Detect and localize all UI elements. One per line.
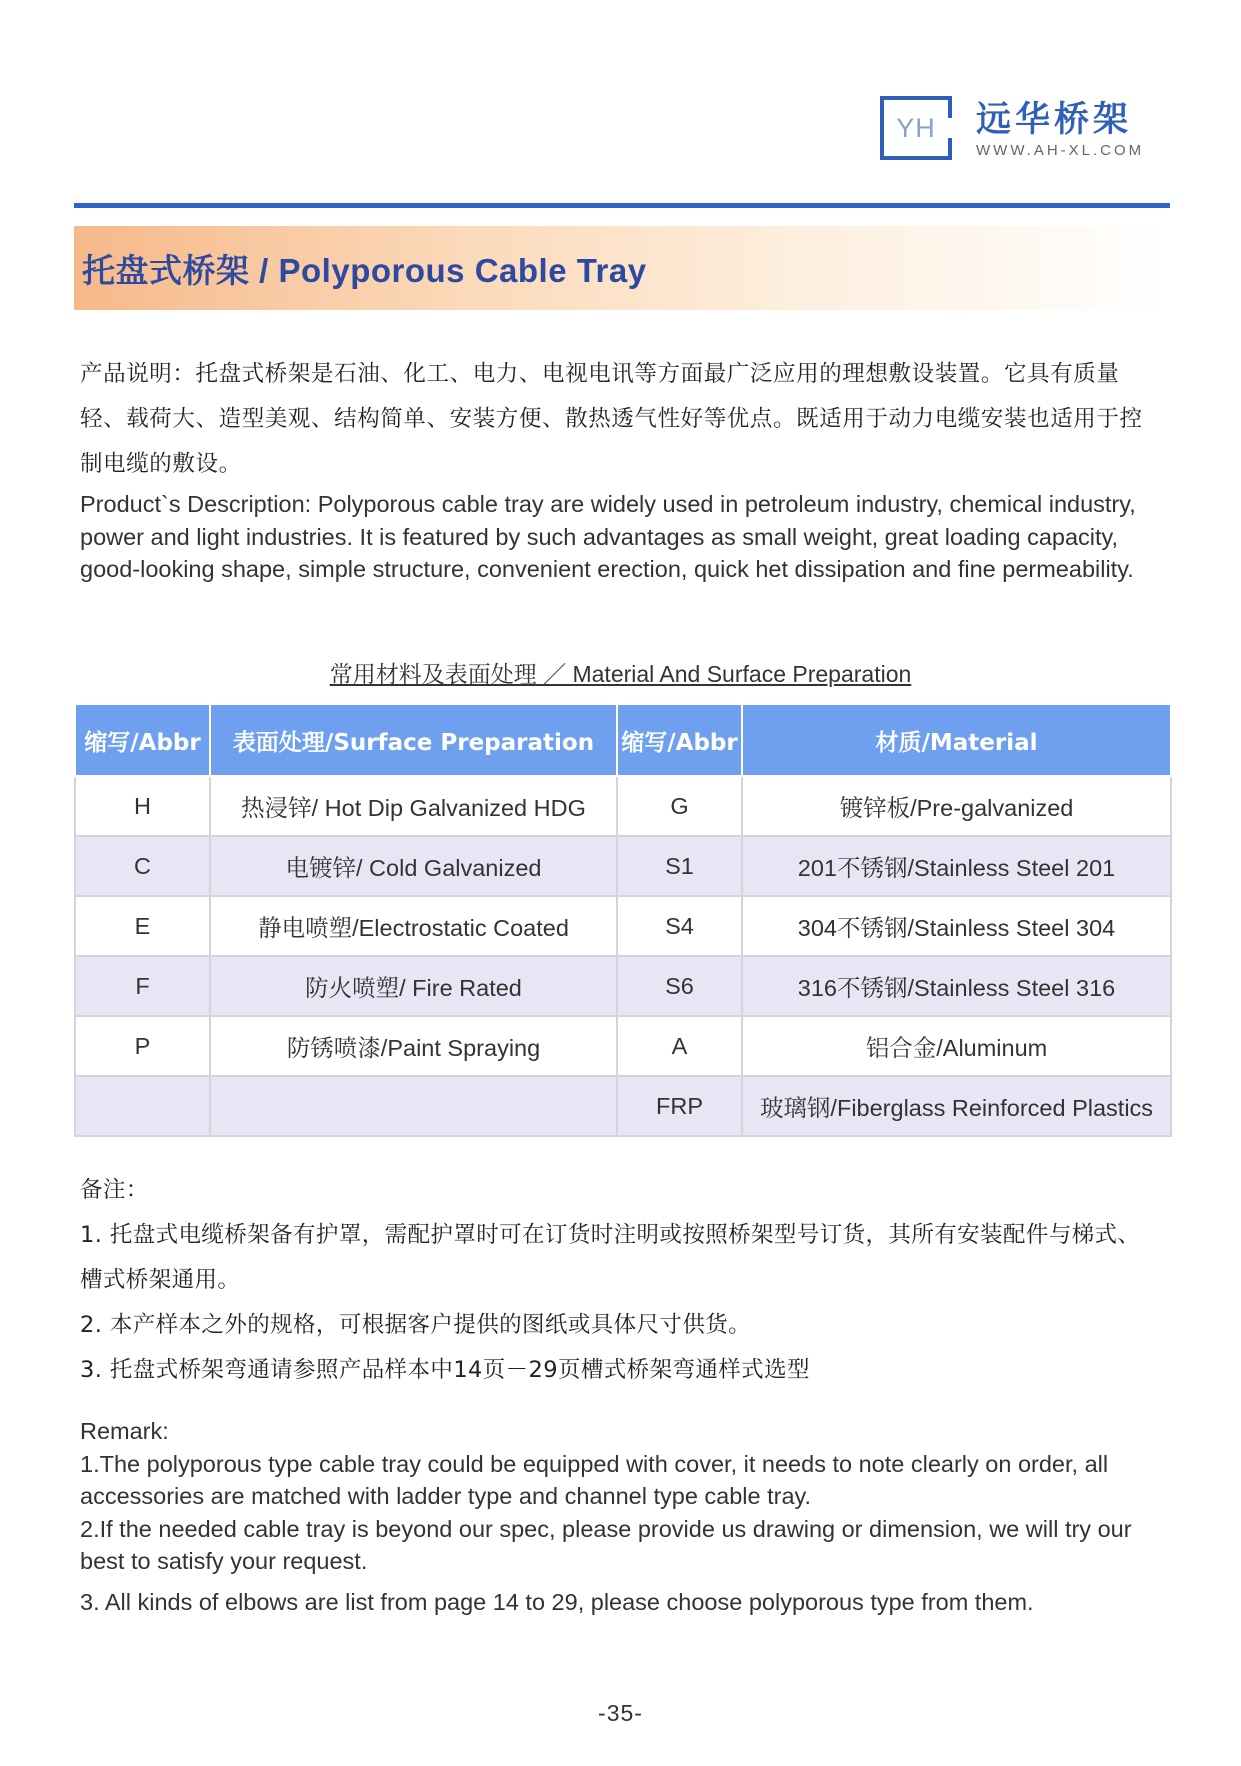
notes-cn-item: 1. 托盘式电缆桥架备有护罩，需配护罩时可在订货时注明或按照桥架型号订货，其所有安装配件与梯式、槽式桥架通用。 — [80, 1222, 1141, 1293]
table-cell: A — [617, 1016, 742, 1076]
page-title: 托盘式桥架 / Polyporous Cable Tray — [82, 251, 647, 289]
table-cell: E — [75, 896, 210, 956]
header-abbr-1: 缩写/Abbr — [75, 704, 210, 776]
table-cell: H — [75, 776, 210, 836]
table-cell: S1 — [617, 836, 742, 896]
table-cell: S6 — [617, 956, 742, 1016]
table-cell: 镀锌板/Pre-galvanized — [742, 776, 1171, 836]
table-row — [75, 776, 1171, 836]
table-title — [0, 656, 1241, 689]
title-banner — [74, 226, 1170, 310]
table-row — [75, 1076, 1171, 1136]
table-row — [75, 836, 1171, 896]
table-cell: G — [617, 776, 742, 836]
notes-cn-heading: 备注： — [80, 1177, 149, 1203]
table-cell — [75, 1076, 210, 1136]
remark-item: 1.The polyporous type cable tray could be equipped with cover, it needs to note clearly on order, all accessories are matched with ladder type and channel type cable tray. — [80, 1450, 1109, 1509]
table-cell: 防锈喷漆/Paint Spraying — [210, 1016, 617, 1076]
table-cell: 304不锈钢/Stainless Steel 304 — [742, 896, 1171, 956]
table-cell: 防火喷塑/ Fire Rated — [210, 956, 617, 1016]
table-cell: 铝合金/Aluminum — [742, 1016, 1171, 1076]
notes-cn-item: 2. 本产样本之外的规格，可根据客户提供的图纸或具体尺寸供货。 — [80, 1312, 752, 1338]
notes-cn — [80, 1168, 1160, 1393]
description-en: Product`s Description: Polyporous cable tray are widely used in petroleum industry, chemical industry, power and light industries. It is featured by such advantages as small weight, great loading capacity, good-looking shape, simple structure, convenient erection, quick het dissipation and fine permeability. — [80, 491, 1136, 582]
table-cell: S4 — [617, 896, 742, 956]
table-row — [75, 956, 1171, 1016]
brand-name: 远华桥架 — [976, 100, 1133, 140]
header-divider — [74, 203, 1170, 208]
table-header-row — [75, 704, 1171, 776]
description-cn: 产品说明：托盘式桥架是石油、化工、电力、电视电讯等方面最广泛应用的理想敷设装置。它具有质量轻、载荷大、造型美观、结构简单、安装方便、散热透气性好等优点。既适用于动力电缆安装也适用于控制电缆的敷设。 — [80, 361, 1143, 477]
website-url: WWW.AH-XL.COM — [976, 142, 1145, 159]
table-cell: FRP — [617, 1076, 742, 1136]
table-cell: P — [75, 1016, 210, 1076]
table-cell: 玻璃钢/Fiberglass Reinforced Plastics — [742, 1076, 1171, 1136]
remark-item: 2.If the needed cable tray is beyond our spec, please provide us drawing or dimension, we will try our best to satisfy your request. — [80, 1515, 1132, 1574]
table-cell: C — [75, 836, 210, 896]
logo-mark: YH — [880, 96, 952, 160]
remark-item: 3. All kinds of elbows are list from page 14 to 29, please choose polyporous type from them. — [80, 1588, 1034, 1615]
table-cell: 201不锈钢/Stainless Steel 201 — [742, 836, 1171, 896]
table-row — [75, 1016, 1171, 1076]
table-cell: 静电喷塑/Electrostatic Coated — [210, 896, 617, 956]
header-surface: 表面处理/Surface Preparation — [210, 704, 617, 776]
page-number: -35- — [598, 1700, 643, 1726]
header-abbr-2: 缩写/Abbr — [617, 704, 742, 776]
material-table — [74, 703, 1172, 1137]
table-cell: F — [75, 956, 210, 1016]
notes-en — [80, 1415, 1170, 1618]
table-cell — [210, 1076, 617, 1136]
remark-heading: Remark: — [80, 1418, 169, 1444]
table-cell: 热浸锌/ Hot Dip Galvanized HDG — [210, 776, 617, 836]
table-cell: 316不锈钢/Stainless Steel 316 — [742, 956, 1171, 1016]
table-cell: 电镀锌/ Cold Galvanized — [210, 836, 617, 896]
table-row — [75, 896, 1171, 956]
header-material: 材质/Material — [742, 704, 1171, 776]
notes-cn-item: 3. 托盘式桥架弯通请参照产品样本中14页－29页槽式桥架弯通样式选型 — [80, 1357, 810, 1383]
table-title-text: 常用材料及表面处理 ／ Material And Surface Preparation — [329, 661, 912, 687]
